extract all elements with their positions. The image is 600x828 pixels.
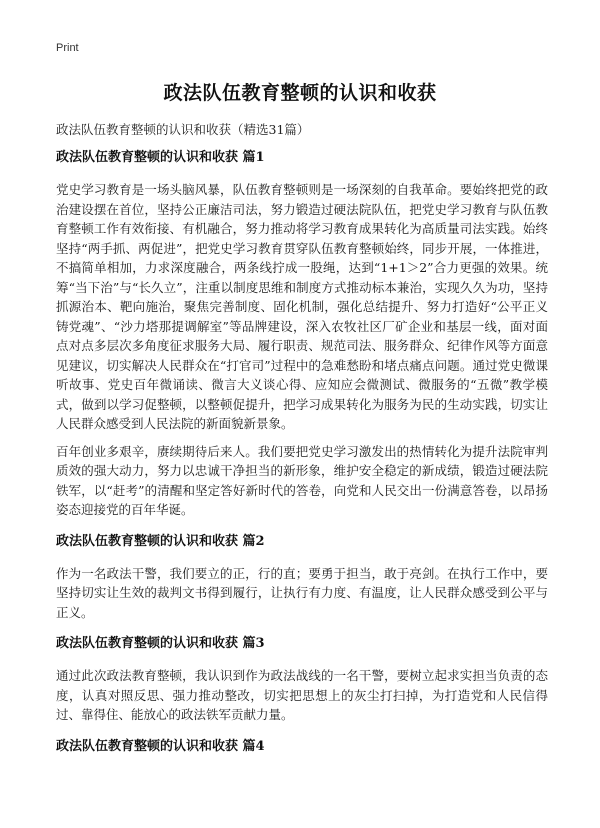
page-title: 政法队伍教育整顿的认识和收获 <box>163 82 437 104</box>
section-3-paragraph-1: 通过此次政法教育整顿，我认识到作为政法战线的一名干警，要树立起求实担当负责的态度，认真对照反思、强力推动整改，切实把思想上的灰尘打扫掉，为打造党和人民信得过、靠得住、能放心的政法铁军贡献力量。 <box>56 668 548 722</box>
section-heading-2: 政法队伍教育整顿的认识和收获 篇2 <box>56 533 265 549</box>
print-link[interactable]: Print <box>56 42 79 54</box>
section-1-paragraph-2: 百年创业多艰辛，赓续期待后来人。我们要把党史学习激发出的热情转化为提升法院审判质效的强大动力，努力以忠诚干净担当的新形象，维护安全稳定的新成绩，锻造过硬法院铁军，以“赶考”的清醒和坚定答好新时代的答卷，向党和人民交出一份满意答卷，以昂扬姿态迎接党的百年华诞。 <box>56 443 548 517</box>
section-2-paragraph-1: 作为一名政法干警，我们要立的正，行的直；要勇于担当，敢于亮剑。在执行工作中，要坚持切实让生效的裁判文书得到履行，让执行有力度、有温度，让人民群众感受到公平与正义。 <box>56 565 548 620</box>
page-subtitle: 政法队伍教育整顿的认识和收获（精选31篇） <box>56 122 310 137</box>
section-heading-4: 政法队伍教育整顿的认识和收获 篇4 <box>56 738 265 754</box>
section-heading-3: 政法队伍教育整顿的认识和收获 篇3 <box>56 636 265 651</box>
section-heading-1: 政法队伍教育整顿的认识和收获 篇1 <box>56 150 265 165</box>
section-1-paragraph-1: 党史学习教育是一场头脑风暴，队伍教育整顿则是一场深刻的自我革命。要始终把党的政治建设摆在首位，坚持公正廉洁司法，努力锻造过硬法院队伍，把党史学习教育与队伍教育整顿工作有效衔接、有机融合，努力推动将学习教育成果转化为高质量司法实践。始终坚持“两手抓、两促进”，把党史学习教育贯穿队伍教育整顿始终，同步开展，一体推进，不搞简单相加，力求深度融合，两条线拧成一股绳，达到“1+1＞2”合力更强的效果。统筹“当下治”与“长久立”，注重以制度思维和制度方式推动标本兼治，实现久久为功，坚持抓源治本、靶向施治，聚焦完善制度、固化机制，强化总结提升、努力打造好“公平正义铸党魂”、“沙力塔那提调解室”等品牌建设，深入农牧社区厂矿企业和基层一线，面对面点对点多层次多角度征求服务大局、履行职责、规范司法、服务群众、纪律作风等方面意见建议，切实解决人民群众在“打官司”过程中的急难愁盼和堵点痛点问题。通过党史微课听故事、党史百年微诵读、微言大义谈心得、应知应会微测试、微服务的“五微”教学模式，做到以学习促整顿，以整顿促提升，把学习成果转化为服务为民的生动实践，切实让人民群众感受到人民法院的新面貌新景象。 <box>56 182 548 431</box>
article-body <box>56 148 548 757</box>
